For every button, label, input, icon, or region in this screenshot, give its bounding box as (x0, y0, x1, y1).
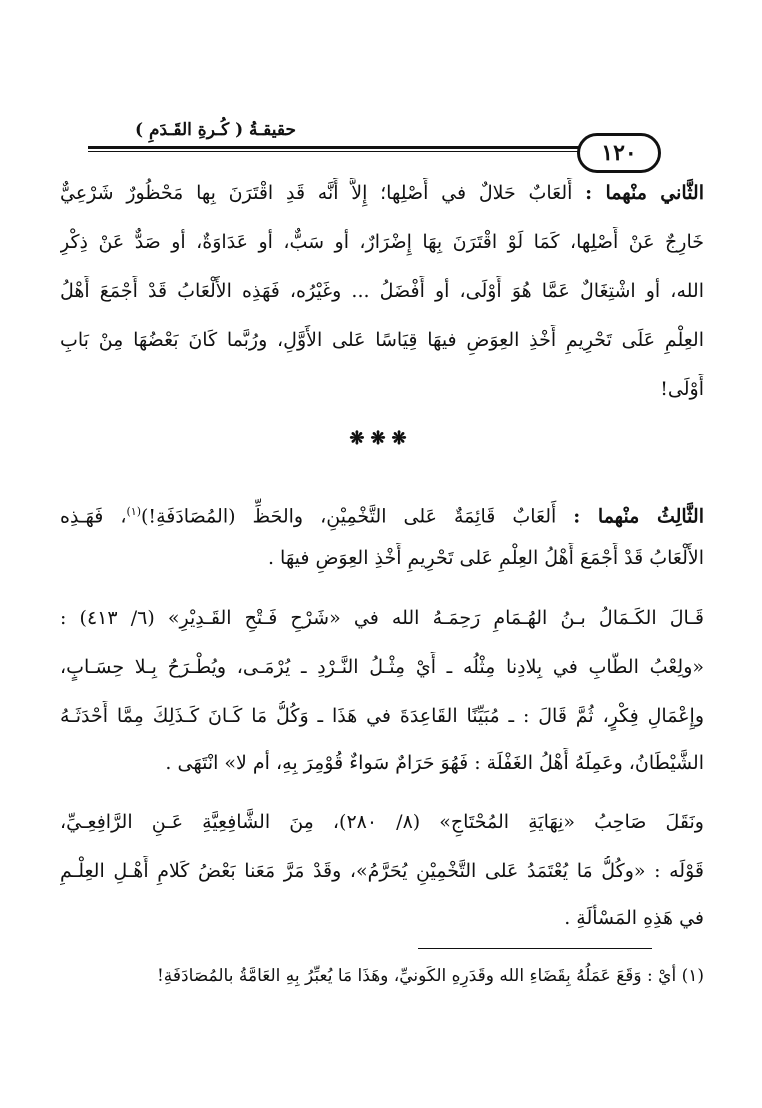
paragraph-line: قَـالَ الكَـمَالُ بـنُ الهُـمَامِ رَحِمَـهُ الله في «شَرْحِ فَـتْحِ القَـدِيْرِ» (٦/ ٤١٣) : (60, 607, 704, 629)
section-lead: الثَّالِثُ منْهما : (573, 505, 704, 528)
paragraph-text: ، فَهَـذِه (60, 505, 127, 528)
running-header-title: حقيقـةُ ( كُـرةِ القَـدَمِ ) (135, 120, 296, 140)
section-lead: الثَّاني منْهما : (585, 182, 704, 204)
paragraph-text: أَلعَابٌ حَلالٌ في أَصْلِها؛ إِلاَّ أَنَّه قَدِ اقْتَرَنَ بِها مَحْظُورٌ شَرْعِيٌّ (60, 182, 573, 204)
paragraph-text: أَلعَابٌ قَائِمَةٌ عَلى التَّخْمِيْنِ، والحَظِّ (المُصَادَفَةِ!) (141, 505, 557, 528)
footnote-separator-rule (418, 948, 652, 949)
paragraph-line: «ولِعْبُ الطَّابِ في بِلادِنا مِثْلُه ـ أَيْ مِثْـلُ النَّـرْدِ ـ يُرْمَـى، ويُطْـرَحُ بِـلا حِسَـابٍ، (60, 656, 704, 678)
paragraph-line: العِلْمِ عَلَى تَحْرِيمِ أَخْذِ العِوَضِ فيهَا قِيَاسًا عَلى الأَوَّلِ، ورُبَّما كَانَ بَعْضُهَا مِنْ بَابِ (60, 329, 704, 351)
paragraph-line: ونَقَلَ صَاحِبُ «نِهَايَةِ المُحْتَاجِ» (٨/ ٢٨٠)، مِنَ الشَّافِعِيَّةِ عَـنِ الرَّافِعِـيِّ، (60, 811, 704, 833)
paragraph-line: خَارِجٌ عَنْ أَصْلِها، كَمَا لَوْ اقْتَرَنَ بِهَا إِضْرَارٌ، أو سَبٌّ، أو عَدَاوَةٌ، أو صَدٌّ عَنْ ذِكْرِ (60, 231, 704, 253)
paragraph-line: الأَلْعَابُ قَدْ أَجْمَعَ أَهْلُ العِلْمِ عَلى تَحْرِيمِ أَخْذِ العِوَضِ فيهَا . (267, 547, 704, 569)
footnote: (١) أيْ : وَقَعَ عَمَلُهُ بِقَضَاءِ الله وقَدَرِهِ الكَونيِّ، وهَذَا مَا يُعبِّرُ بِهِ العَامَّةُ بالمُصَادَفَةِ! (156, 966, 704, 986)
paragraph-line: في هَذِهِ المَسْأَلَةِ . (564, 907, 704, 929)
paragraph-line: الشَّيْطَانُ، وعَمِلَهُ أَهْلُ الغَفْلَة : فَهُوَ حَرَامٌ سَواءٌ قُوْمِرَ بِهِ، أم لا» انْتَهَى . (165, 752, 704, 774)
paragraph-line: أَوْلَى! (660, 378, 704, 400)
paragraph-line: وإِعْمَالِ فِكْرٍ، ثُمَّ قَالَ : ـ مُبَيِّنًا القَاعِدَةَ في هَذَا ـ وَكُلُّ مَا كَـانَ كَـذَلِكَ مِمَّا أَحْدَثَـهُ (60, 705, 704, 727)
paragraph-line (60, 178, 704, 208)
footnote-reference: (١) (126, 505, 142, 518)
header-rule-thin (88, 151, 590, 152)
page-number: ١٢٠ (577, 133, 661, 173)
header-rule-thick (88, 146, 590, 149)
paragraph-line: الله، أو اشْتِغَالٌ عَمَّا هُوَ أَوْلَى، أو أَفْضَلُ ... وغَيْرُه، فَهَذِه الأَلْعَابُ قَدْ أَجْمَعَ أَهْلُ (60, 280, 704, 302)
paragraph-line (60, 497, 704, 531)
paragraph-line: قَوْلَه : «وكُلُّ مَا يُعْتَمَدُ عَلى التَّخْمِيْنِ يُحَرَّمُ»، وقَدْ مَرَّ مَعَنا بَعْضُ كَلامِ أَهْـلِ العِلْـمِ (60, 860, 704, 882)
section-separator: ❋❋❋ (349, 428, 413, 449)
